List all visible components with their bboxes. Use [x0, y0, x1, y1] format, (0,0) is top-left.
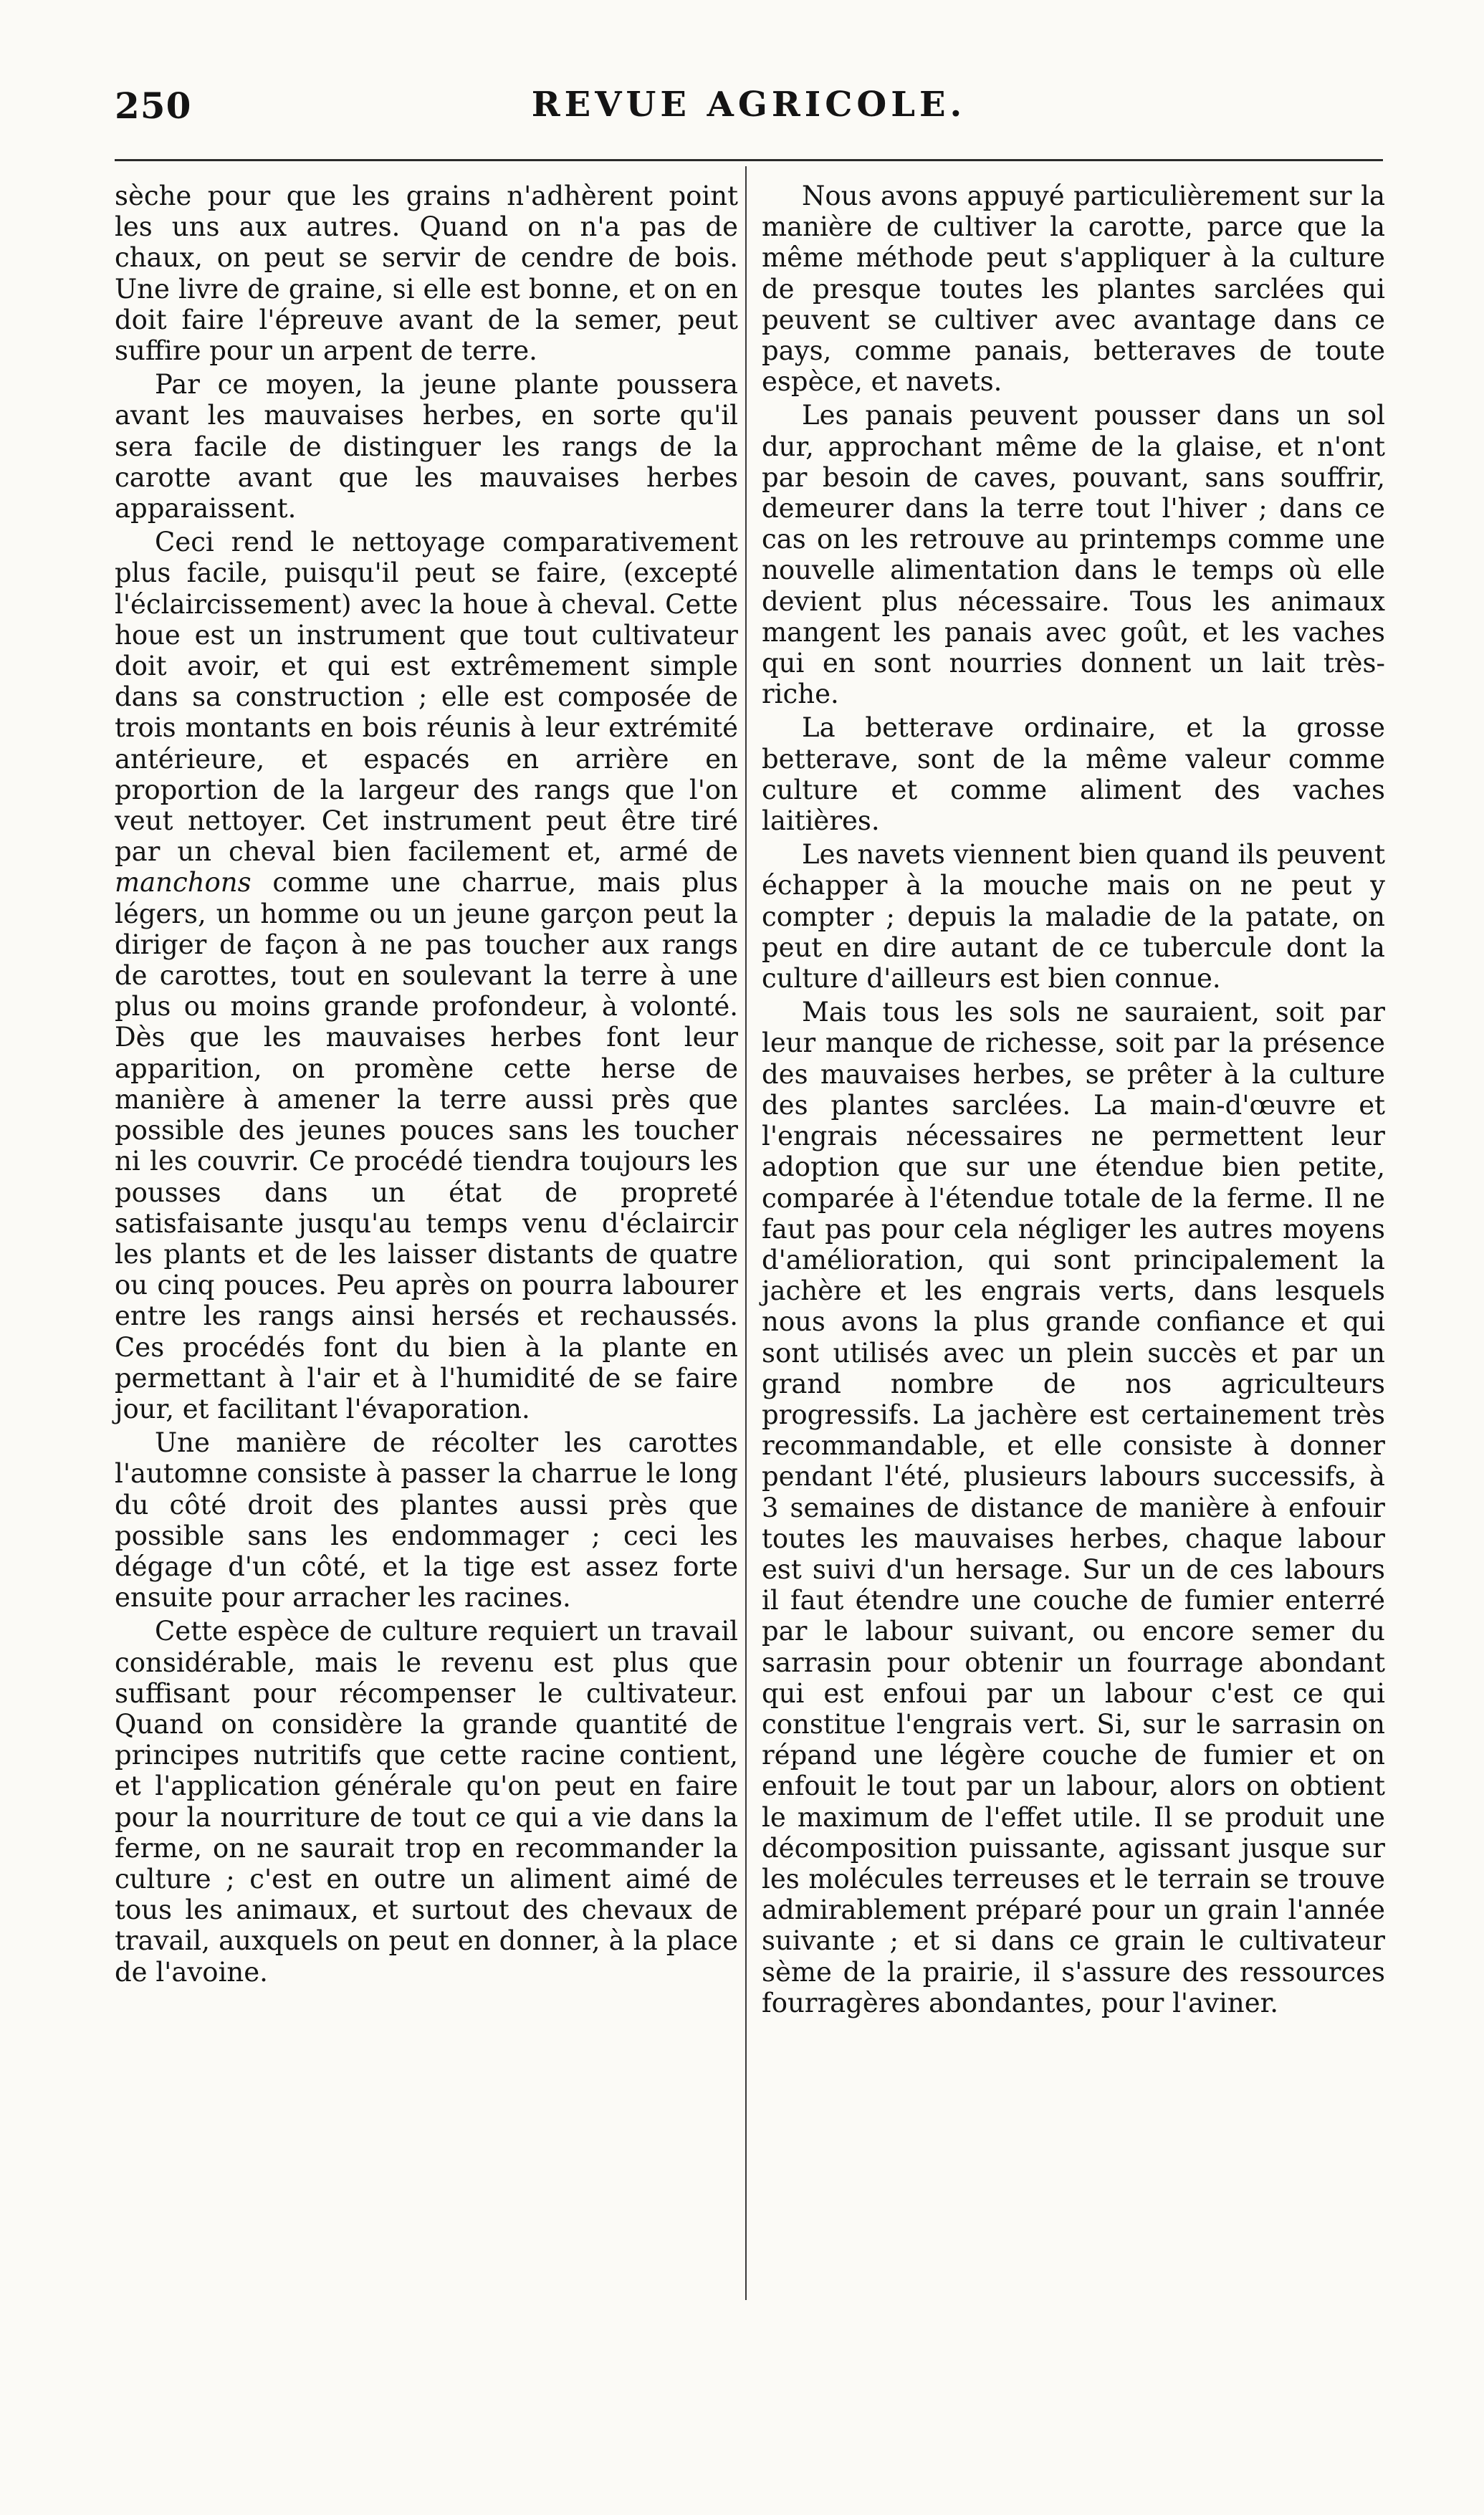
paragraph: sèche pour que les grains n'adhèrent point les uns aux autres. Quand on n'a pas de chaux, on peut se servir de cendre de bois. Une livre de graine, si elle est bonne, et on en doit faire l'épreuve avant de la semer, peut suffire pour un arpent de terre.	[115, 181, 738, 367]
paragraph-text: comme une charrue, mais plus légers, un homme ou un jeune garçon peut la diriger de façon à ne pas toucher aux rangs de carottes, tout en soulevant la terre à une plus ou moins grande profondeur, à volonté. Dès que les mauvaises herbes font leur apparition, on promène cette herse de manière à amener la terre aussi près que possible des jeunes pouces sans les toucher ni les couvrir. Ce procédé tiendra toujours les pousses dans un état de propreté satisfaisante jusqu'au temps venu d'éclaircir les plants et de les laisser distants de quatre ou cinq pouces. Peu après on pourra labourer entre les rangs ainsi hersés et rechaussés. Ces procédés font du bien à la plante en permettant à l'air et à l'humidité de se faire jour, et facilitant l'évaporation.	[115, 867, 738, 1424]
left-column	[115, 181, 738, 1991]
page-number: 250	[115, 85, 192, 127]
paragraph: La betterave ordinaire, et la grosse betterave, sont de la même valeur comme culture et comme aliment des vaches laitières.	[762, 712, 1385, 837]
paragraph: Nous avons appuyé particulièrement sur la manière de cultiver la carotte, parce que la même méthode peut s'appliquer à la culture de presque toutes les plantes sarclées qui peuvent se cultiver avec avantage dans ce pays, comme panais, betteraves de toute espèce, et navets.	[762, 181, 1385, 398]
right-column	[762, 181, 1385, 2021]
paragraph-text: Ceci rend le nettoyage comparativement plus facile, puisqu'il peut se faire, (excepté l'éclaircissement) avec la houe à cheval. Cette houe est un instrument que tout cultivateur doit avoir, et qui est extrêmement simple dans sa construction ; elle est composée de trois montants en bois réunis à leur extrémité antérieure, et espacés en arrière en proportion de la largeur des rangs que l'on veut nettoyer. Cet instrument peut être tiré par un cheval bien facilement et, armé de	[115, 527, 738, 868]
paragraph: Cette espèce de culture requiert un travail considérable, mais le revenu est plus que suffisant pour récompenser le cultivateur. Quand on considère la grande quantité de principes nutritifs que cette racine contient, et l'application générale qu'on peut en faire pour la nourriture de tout ce qui a vie dans la ferme, on ne saurait trop en recommander la culture ; c'est en outre un aliment aimé de tous les animaux, et surtout des chevaux de travail, auxquels on peut en donner, à la place de l'avoine.	[115, 1616, 738, 1988]
italic-term: manchons	[115, 867, 252, 899]
paragraph: Par ce moyen, la jeune plante poussera avant les mauvaises herbes, en sorte qu'il sera facile de distinguer les rangs de la carotte avant que les mauvaises herbes apparaissent.	[115, 369, 738, 524]
running-title: REVUE AGRICOLE.	[531, 85, 967, 125]
paragraph: Une manière de récolter les carottes l'automne consiste à passer la charrue le long du côté droit des plantes aussi près que possible sans les endommager ; ceci les dégage d'un côté, et la tige est assez forte ensuite pour arracher les racines.	[115, 1427, 738, 1614]
paragraph	[115, 527, 738, 1424]
paragraph: Mais tous les sols ne sauraient, soit par leur manque de richesse, soit par la présence des mauvaises herbes, se prêter à la culture des plantes sarclées. La main-d'œuvre et l'engrais nécessaires ne permettent leur adoption que sur une étendue bien petite, comparée à l'étendue totale de la ferme. Il ne faut pas pour cela négliger les autres moyens d'amélioration, qui sont principalement la jachère et les engrais verts, dans lesquels nous avons la plus grande confiance et qui sont utilisés avec un plein succès et par un grand nombre de nos agriculteurs progressifs. La jachère est certainement très recommandable, et elle consiste à donner pendant l'été, plusieurs labours successifs, à 3 semaines de distance de manière à enfouir toutes les mauvaises herbes, chaque labour est suivi d'un hersage. Sur un de ces labours il faut étendre une couche de fumier enterré par le labour suivant, ou encore semer du sarrasin pour obtenir un fourrage abondant qui est enfoui par un labour c'est ce qui constitue l'engrais vert. Si, sur le sarrasin on répand une légère couche de fumier et on enfouit le tout par un labour, alors on obtient le maximum de l'effet utile. Il se produit une décomposition puissante, agissant jusque sur les molécules terreuses et le terrain se trouve admirablement préparé pour un grain l'année suivante ; et si dans ce grain le cultivateur sème de la prairie, il s'assure des ressources fourragères abondantes, pour l'aviner.	[762, 997, 1385, 2018]
header-rule	[115, 159, 1383, 161]
paragraph: Les panais peuvent pousser dans un sol dur, approchant même de la glaise, et n'ont par besoin de caves, pouvant, sans souffrir, demeurer dans la terre tout l'hiver ; dans ce cas on les retrouve au printemps comme une nouvelle alimentation dans le temps où elle devient plus nécessaire. Tous les animaux mangent les panais avec goût, et les vaches qui en sont nourries donnent un lait très-riche.	[762, 400, 1385, 710]
column-divider	[745, 166, 747, 2300]
paragraph: Les navets viennent bien quand ils peuvent échapper à la mouche mais on ne peut y compter ; depuis la maladie de la patate, on peut en dire autant de ce tubercule dont la culture d'ailleurs est bien connue.	[762, 839, 1385, 995]
page-header	[115, 85, 1383, 142]
